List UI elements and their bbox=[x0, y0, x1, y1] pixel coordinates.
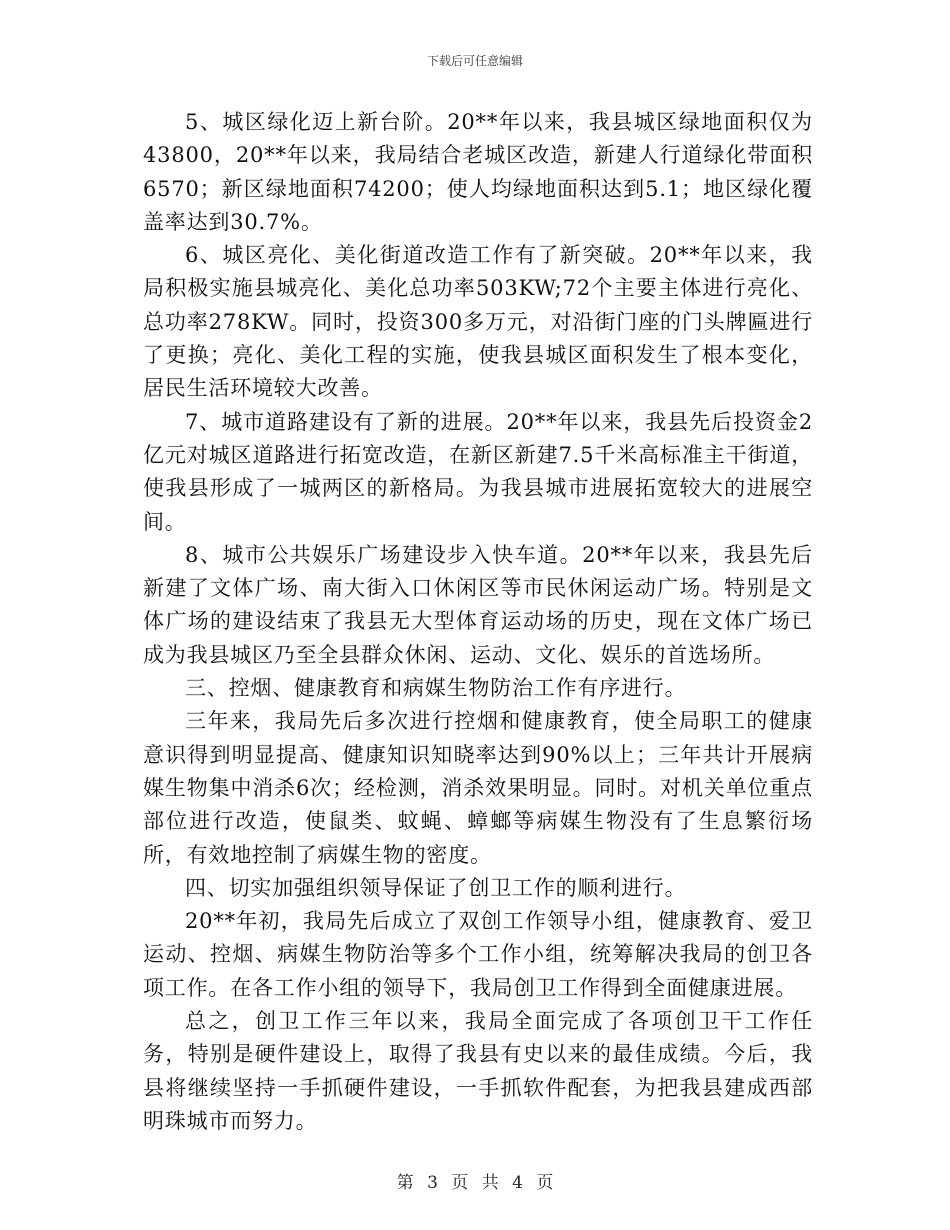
section-heading-leadership: 四、切实加强组织领导保证了创卫工作的顺利进行。 bbox=[185, 875, 687, 900]
page-footer bbox=[0, 1168, 950, 1193]
paragraph-conclusion: 总之，创卫工作三年以来，我局全面完成了各项创卫干工作任务，特别是硬件建设上，取得了我县有史以来的最佳成绩。今后，我县将继续坚持一手抓硬件建设，一手抓软件配套，为把我县建成西部明珠城市而努力。 bbox=[143, 1009, 813, 1133]
footer-label-page-unit: 页 bbox=[451, 1173, 469, 1193]
total-pages-number: 4 bbox=[512, 1173, 523, 1193]
document-body bbox=[143, 106, 813, 1138]
paragraph-health-education: 三年来，我局先后多次进行控烟和健康教育，使全局职工的健康意识得到明显提高、健康知识知晓率达到90%以上；三年共计开展病媒生物集中消杀6次；经检测，消杀效果明显。同时。对机关单位重点部位进行改造，使鼠类、蚊蝇、蟑螂等病媒生物没有了生息繁衍场所，有效地控制了病媒生物的密度。 bbox=[143, 709, 813, 867]
header-note: 下载后可任意编辑 bbox=[426, 54, 523, 68]
footer-label-total: 共 bbox=[481, 1173, 499, 1193]
paragraph-greening: 5、城区绿化迈上新台阶。20**年以来，我县城区绿地面积仅为43800，20**年以来，我局结合老城区改造，新建人行道绿化带面积6570；新区绿地面积74200；使人均绿地面积达到5.1；地区绿化覆盖率达到30.7%。 bbox=[143, 110, 813, 234]
current-page-number: 3 bbox=[427, 1173, 438, 1193]
section-heading-tobacco-control: 三、控烟、健康教育和病媒生物防治工作有序进行。 bbox=[185, 676, 687, 701]
paragraph-lighting: 6、城区亮化、美化街道改造工作有了新突破。20**年以来，我局积极实施县城亮化、美化总功率503KW;72个主要主体进行亮化、总功率278KW。同时，投资300多万元，对沿街门座的门头牌匾进行了更换；亮化、美化工程的实施，使我县城区面积发生了根本变化，居民生活环境较大改善。 bbox=[143, 243, 813, 401]
paragraph-working-groups: 20**年初，我局先后成立了双创工作领导小组，健康教育、爱卫运动、控烟、病媒生物防治等多个工作小组，统筹解决我局的创卫各项工作。在各工作小组的领导下，我局创卫工作得到全面健康进展。 bbox=[143, 909, 813, 1000]
footer-label-total-unit: 页 bbox=[536, 1173, 554, 1193]
footer-label-page: 第 bbox=[396, 1173, 414, 1193]
paragraph-squares: 8、城市公共娱乐广场建设步入快车道。20**年以来，我县先后新建了文体广场、南大街入口休闲区等市民休闲运动广场。特别是文体广场的建设结束了我县无大型体育运动场的历史，现在文体广场已成为我县城区乃至全县群众休闲、运动、文化、娱乐的首选场所。 bbox=[143, 542, 813, 667]
paragraph-roads: 7、城市道路建设有了新的进展。20**年以来，我县先后投资金2亿元对城区道路进行拓宽改造，在新区新建7.5千米高标准主干街道，使我县形成了一城两区的新格局。为我县城市进展拓宽较大的进展空间。 bbox=[143, 409, 813, 534]
